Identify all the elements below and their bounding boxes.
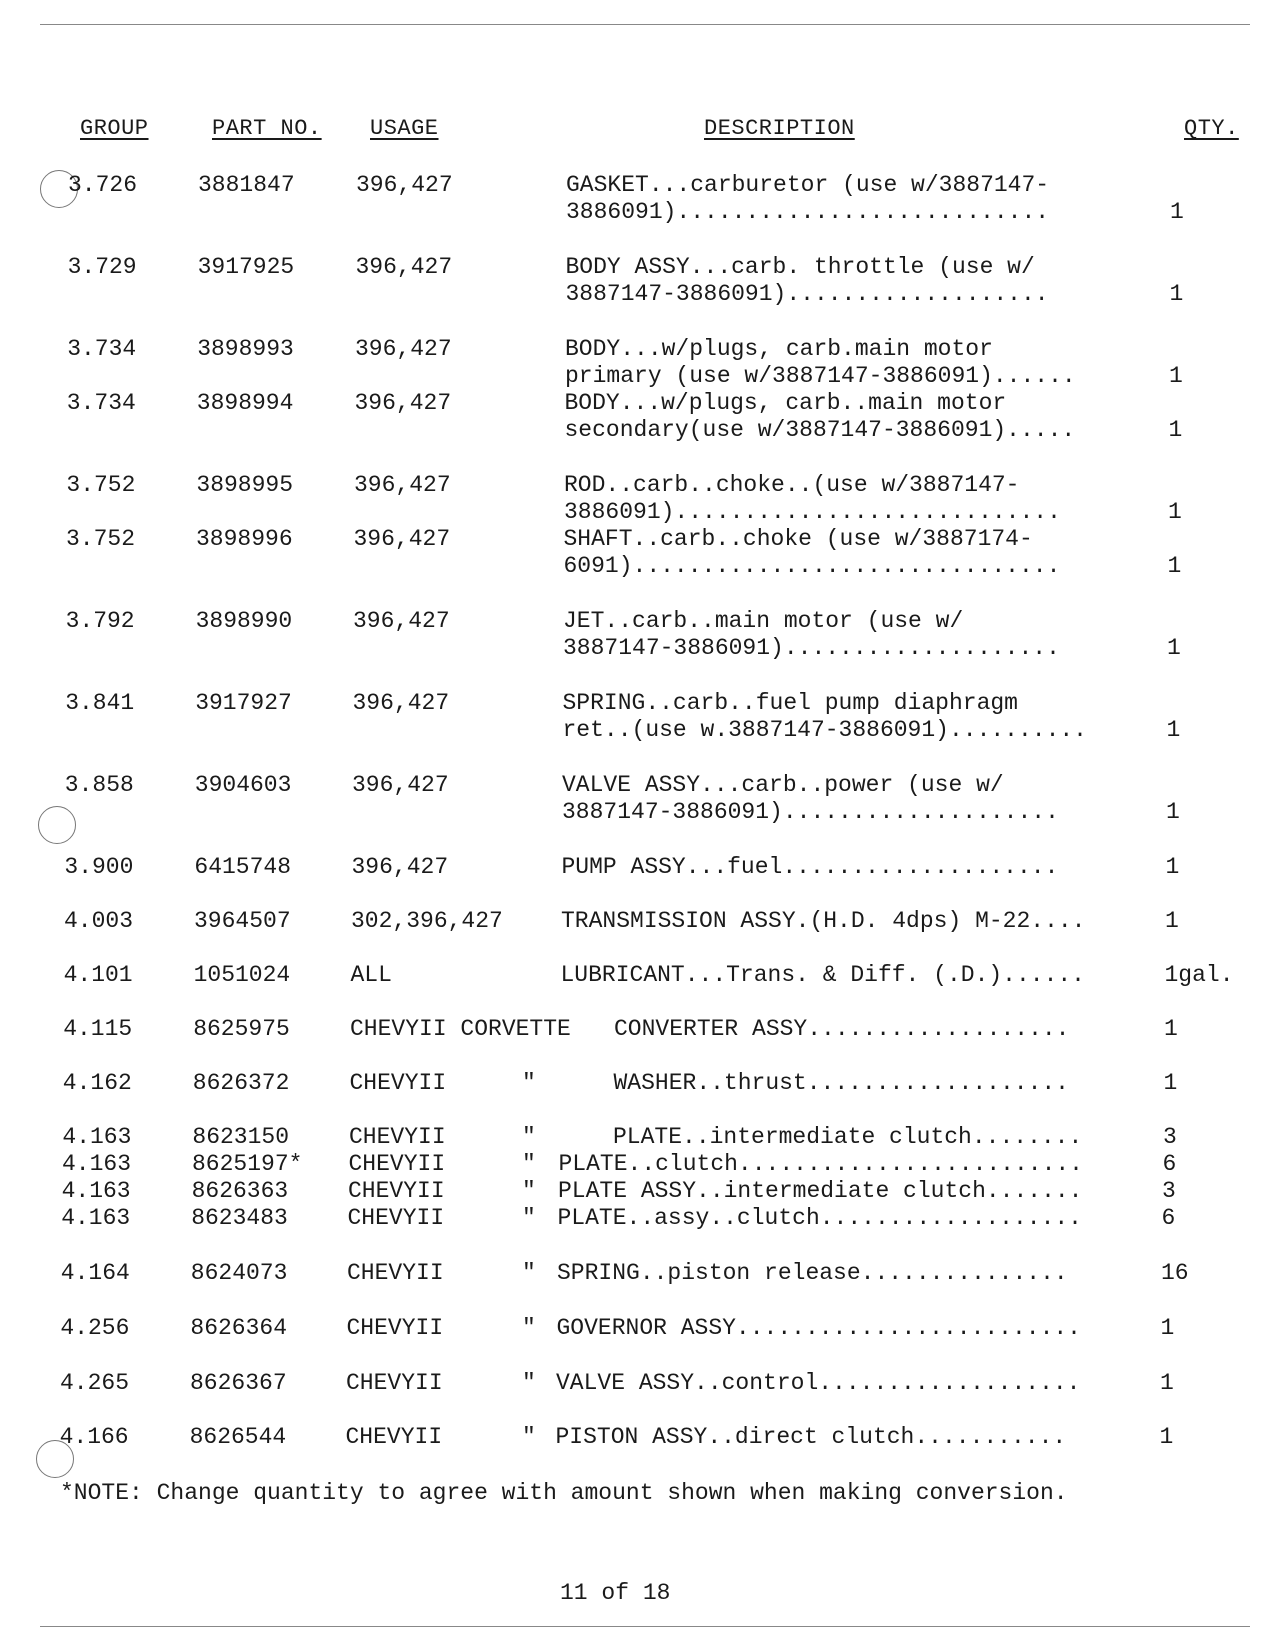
ditto-mark: ": [522, 1124, 536, 1150]
usage-cell: 396,427: [353, 526, 451, 552]
description-cell: PLATE..clutch.........................: [558, 1151, 1083, 1177]
part-number-cell: 8624073: [190, 1260, 288, 1286]
description-cell: VALVE ASSY...carb..power (use w/ 3887147-3886091)....................: [562, 772, 1059, 825]
group-cell: 4.115: [63, 1016, 133, 1042]
quantity-cell: 1: [1167, 635, 1181, 661]
quantity-cell: 16: [1161, 1260, 1189, 1286]
description-cell: GOVERNOR ASSY.........................: [556, 1315, 1081, 1341]
description-cell: PLATE ASSY..intermediate clutch.......: [558, 1178, 1083, 1204]
header-description: DESCRIPTION: [704, 116, 855, 141]
header-part-no: PART NO.: [212, 116, 322, 141]
description-cell: JET..carb..main motor (use w/ 3887147-3886091)....................: [563, 608, 1060, 661]
part-number-cell: 1051024: [193, 962, 291, 988]
usage-cell: CHEVYII: [347, 1205, 445, 1231]
quantity-cell: 1: [1170, 199, 1184, 225]
part-number-cell: 3898996: [196, 526, 293, 552]
quantity-cell: 1: [1159, 1424, 1174, 1450]
usage-cell: CHEVYII: [347, 1260, 444, 1286]
usage-cell: CHEVYII: [348, 1151, 446, 1177]
group-cell: 3.858: [64, 772, 134, 798]
description-cell: TRANSMISSION ASSY.(H.D. 4dps) M-22....: [561, 908, 1086, 934]
part-number-cell: 8626372: [192, 1070, 290, 1096]
group-cell: 3.726: [68, 172, 138, 198]
group-cell: 4.163: [61, 1178, 131, 1204]
quantity-cell: 1: [1163, 1070, 1178, 1096]
quantity-cell: 1: [1167, 553, 1182, 579]
quantity-cell: 1: [1160, 1315, 1175, 1341]
quantity-cell: 3: [1163, 1124, 1177, 1150]
ditto-mark: ": [522, 1151, 536, 1177]
usage-cell: CHEVYII: [349, 1070, 447, 1096]
part-number-cell: 8623150: [192, 1124, 290, 1150]
group-cell: 4.256: [60, 1315, 130, 1341]
description-cell: BODY...w/plugs, carb.main motor primary (use w/3887147-3886091)......: [565, 336, 1076, 389]
group-cell: 3.729: [67, 254, 137, 280]
usage-cell: 396,427: [354, 472, 451, 498]
group-cell: 4.101: [63, 962, 133, 988]
part-number-cell: 3898990: [195, 608, 293, 634]
group-cell: 3.792: [65, 608, 135, 634]
description-cell: PLATE..assy..clutch...................: [557, 1205, 1082, 1231]
quantity-cell: 3: [1162, 1178, 1176, 1204]
header-usage: USAGE: [370, 116, 439, 141]
usage-cell: ALL: [350, 962, 392, 988]
part-number-cell: 3904603: [194, 772, 292, 798]
description-cell: WASHER..thrust...................: [613, 1070, 1069, 1096]
description-cell: BODY ASSY...carb. throttle (use w/ 3887147-3886091)...................: [565, 254, 1049, 307]
description-cell: ROD..carb..choke..(use w/3887147- 3886091)............................: [564, 472, 1061, 525]
description-cell: LUBRICANT...Trans. & Diff. (.D.)......: [560, 962, 1085, 988]
note-text: *NOTE: Change quantity to agree with amount shown when making conversion.: [60, 1480, 1068, 1506]
description-cell: CONVERTER ASSY...................: [614, 1016, 1070, 1042]
description-cell: PLATE..intermediate clutch........: [613, 1124, 1083, 1150]
description-cell: PISTON ASSY..direct clutch...........: [555, 1424, 1067, 1450]
description-cell: PUMP ASSY...fuel....................: [561, 854, 1059, 880]
ditto-mark: ": [522, 1424, 536, 1450]
group-cell: 4.166: [59, 1424, 129, 1450]
usage-cell: CHEVYII: [348, 1178, 445, 1204]
part-number-cell: 3898994: [196, 390, 294, 416]
group-cell: 4.265: [60, 1370, 130, 1396]
part-number-cell: 8626367: [190, 1370, 287, 1396]
description-cell: SHAFT..carb..choke (use w/3887174- 6091)...............................: [563, 526, 1061, 579]
part-number-cell: 8623483: [191, 1205, 288, 1231]
quantity-cell: 1gal.: [1164, 962, 1234, 988]
part-number-cell: 3917925: [197, 254, 295, 280]
description-cell: VALVE ASSY..control...................: [556, 1370, 1081, 1396]
part-number-cell: 3898993: [197, 336, 294, 362]
part-number-cell: 6415748: [194, 854, 292, 880]
usage-cell: CHEVYII: [346, 1315, 444, 1341]
group-cell: 3.841: [65, 690, 135, 716]
group-cell: 4.163: [62, 1151, 132, 1177]
group-cell: 4.162: [62, 1070, 132, 1096]
usage-cell: 396,427: [351, 854, 449, 880]
quantity-cell: 1: [1166, 799, 1180, 825]
group-cell: 4.163: [61, 1205, 131, 1231]
usage-cell: 396,427: [353, 608, 450, 634]
part-number-cell: 3898995: [196, 472, 294, 498]
part-number-cell: 3881847: [198, 172, 295, 198]
ditto-mark: ": [522, 1070, 536, 1096]
ditto-mark: ": [522, 1178, 536, 1204]
group-cell: 3.752: [66, 526, 136, 552]
group-cell: 3.900: [64, 854, 134, 880]
quantity-cell: 1: [1166, 717, 1181, 743]
usage-cell: 396,427: [352, 772, 449, 798]
usage-cell: 396,427: [355, 336, 452, 362]
quantity-cell: 6: [1161, 1205, 1176, 1231]
quantity-cell: 1: [1165, 908, 1179, 934]
quantity-cell: 1: [1168, 417, 1183, 443]
group-cell: 4.003: [64, 908, 134, 934]
quantity-cell: 1: [1169, 281, 1184, 307]
quantity-cell: 1: [1168, 499, 1182, 525]
usage-cell: 396,427: [354, 390, 452, 416]
group-cell: 3.734: [67, 336, 137, 362]
page-number: 11 of 18: [560, 1580, 671, 1606]
header-qty: QTY.: [1184, 116, 1239, 141]
part-number-cell: 8625197*: [192, 1151, 303, 1177]
bottom-rule: [40, 1626, 1250, 1627]
description-cell: BODY...w/plugs, carb..main motor secondary(use w/3887147-3886091).....: [564, 390, 1076, 443]
ditto-mark: ": [522, 1370, 536, 1396]
quantity-cell: 1: [1169, 363, 1183, 389]
header-group: GROUP: [80, 116, 149, 141]
part-number-cell: 3917927: [195, 690, 292, 716]
punch-hole-middle: [38, 806, 76, 844]
description-cell: SPRING..piston release...............: [557, 1260, 1068, 1286]
usage-cell: 302,396,427: [351, 908, 503, 934]
top-rule: [40, 24, 1250, 25]
group-cell: 3.752: [66, 472, 136, 498]
quantity-cell: 6: [1162, 1151, 1177, 1177]
usage-cell: CHEVYII: [349, 1124, 446, 1150]
part-number-cell: 8626364: [190, 1315, 288, 1341]
group-cell: 4.163: [62, 1124, 132, 1150]
ditto-mark: ": [522, 1315, 536, 1341]
quantity-cell: 1: [1164, 1016, 1178, 1042]
quantity-cell: 1: [1160, 1370, 1174, 1396]
quantity-cell: 1: [1165, 854, 1180, 880]
usage-cell: 396,427: [356, 172, 453, 198]
usage-cell: CHEVYII CORVETTE: [350, 1016, 571, 1042]
part-number-cell: 3964507: [194, 908, 291, 934]
part-number-cell: 8626363: [191, 1178, 289, 1204]
part-number-cell: 8626544: [189, 1424, 287, 1450]
usage-cell: CHEVYII: [346, 1370, 443, 1396]
part-number-cell: 8625975: [193, 1016, 290, 1042]
ditto-mark: ": [522, 1205, 536, 1231]
description-cell: SPRING..carb..fuel pump diaphragm ret..(use w.3887147-3886091)..........: [562, 690, 1087, 743]
group-cell: 3.734: [66, 390, 136, 416]
group-cell: 4.164: [60, 1260, 130, 1286]
usage-cell: 396,427: [355, 254, 453, 280]
description-cell: GASKET...carburetor (use w/3887147- 3886091)...........................: [566, 172, 1050, 225]
usage-cell: CHEVYII: [345, 1424, 443, 1450]
ditto-mark: ": [522, 1260, 536, 1286]
usage-cell: 396,427: [352, 690, 450, 716]
